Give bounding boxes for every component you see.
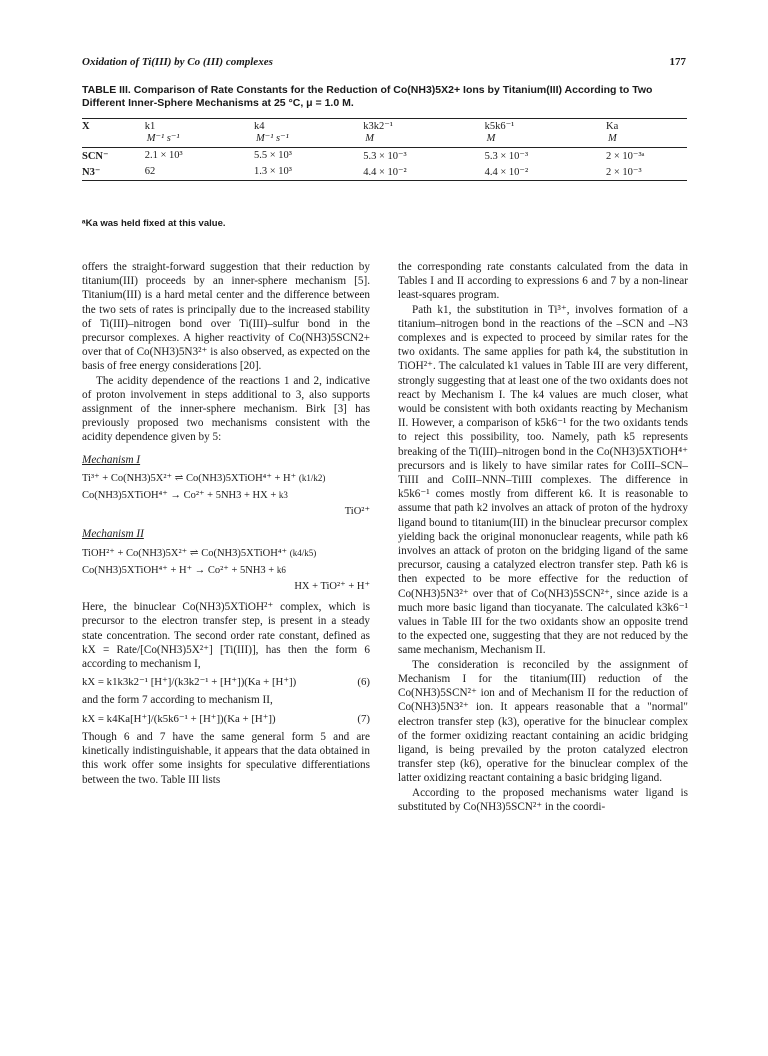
- table-cell: 2.1 × 10³: [144, 150, 183, 161]
- column-header-k4: k4 M⁻¹ s⁻¹: [253, 121, 289, 144]
- table-cell: SCN⁻: [82, 151, 109, 162]
- table-row: [82, 164, 687, 180]
- table-cell: 4.4 × 10⁻²: [363, 167, 407, 178]
- paragraph: The acidity dependence of the reactions 1 and 2, indicative of proton involvement in steps additional to 3, also supports assignment of the inner-sphere mechanism. Birk [3] has previously proposed two mechanisms consistent with the acidity dependence given by 5:: [82, 374, 370, 444]
- equation-6: kX = k1k3k2⁻¹ [H⁺]/(k3k2⁻¹ + [H⁺])(Ka + [H⁺]) (6): [82, 676, 370, 689]
- mechanism-i-equation-2-cont: TiO²⁺: [344, 506, 370, 518]
- mechanism-i-equation-1: Ti³⁺ + Co(NH3)5X²⁺ ⇌ Co(NH3)5XTiOH⁴⁺ + H⁺ (k1/k2): [82, 472, 326, 484]
- paragraph: According to the proposed mechanisms water ligand is substituted by Co(NH3)5SCN²⁺ in the coordi-: [398, 786, 688, 813]
- column-header-x: X: [82, 121, 90, 132]
- paragraph: the corresponding rate constants calculated from the data in Tables I and II according to expressions 6 and 7 by a non-linear least-squares program.: [398, 261, 688, 302]
- column-header-ka: Ka M: [606, 121, 619, 144]
- table-cell: 2 × 10⁻³ᵃ: [606, 151, 645, 162]
- table-cell: 62: [144, 166, 156, 177]
- rate-label: (k1/k2): [298, 472, 326, 483]
- paragraph: Path k1, the substitution in Ti³⁺, involves formation of a titanium–nitrogen bond in the reactions of the –SCN and –N3 complexes and is expected to proceed by similar rates for the two oxidants. The same applies for path k4, the substitution in TiOH²⁺. The calculated k1 values in Table III are very different, strongly suggesting that at least one of the two oxidants does not react by Mechanism I. The k4 values are much closer, what would be consistent with both oxidants reacting by Mechanism II. However, a comparison of k5k6⁻¹ for the two oxidants tends to reject this possibility, too. Namely, path k5 represents breaking of the Ti(III)–nitrogen bond in the Co(NH3)5XTiOH⁴⁺ precursors and is likely to have similar rates for CoIII–SCN–TiIII and CoIII–NNN–TiIII complexes. The difference in k5k6⁻¹ comes mostly from different k6. It is reasonable to assume that path k2 involves an attack of proton of the hydroxy ligand bound to titanium(III) in the binuclear precursor complex yielding back the original mononuclear reagents, while path k6 involves an attack of proton on the bridging ligand of the same precursor, causing a catalyzed electron transfer step. Path k6 is then expected to be more effective for the reduction of Co(NH3)5N3²⁺ over that of Co(NH3)5SCN²⁺, since azide is a much more basic ligand than tiocyanate. The calculated k3k6⁻¹ values in Table III for the two oxidants show an opposite trend to the expected one, suggesting that they are not reduced by the same mechanism, Mechanism II.: [398, 303, 688, 657]
- column-header-k1: k1 M⁻¹ s⁻¹: [144, 121, 180, 144]
- rate-label: k3: [278, 490, 288, 501]
- table-caption: TABLE III. Comparison of Rate Constants for the Reduction of Co(NH3)5X2+ Ions by Titanium(III) According to Two Different Inner-Sphere Mechanisms at 25 °C, μ = 1.0 M.: [82, 84, 653, 109]
- left-column: [82, 260, 370, 787]
- right-column: [398, 260, 688, 814]
- table-cell: 1.3 × 10³: [253, 166, 292, 177]
- table-cell: 2 × 10⁻³: [606, 167, 642, 178]
- table-header-row: [82, 119, 687, 147]
- rate-label: (k4/k5): [289, 547, 317, 558]
- paragraph: Here, the binuclear Co(NH3)5XTiOH²⁺ complex, which is precursor to the electron transfer step, is present in a steady state concentration. The second order rate constant, defined as kX = Rate/[Co(NH3)5X²⁺] [Ti(III)], has then the form 6 according to mechanism I,: [82, 601, 370, 671]
- column-header-k5k6: k5k6⁻¹ M: [484, 121, 515, 144]
- column-header-k3k2: k3k2⁻¹ M: [363, 121, 393, 144]
- table-bottom-rule: [82, 180, 687, 181]
- running-title: Oxidation of Ti(III) by Co (III) complexes: [82, 56, 273, 68]
- mechanism-ii-equation-2: Co(NH3)5XTiOH⁴⁺ + H⁺ → Co²⁺ + 5NH3 + k6: [82, 564, 286, 576]
- paragraph: The consideration is reconciled by the assignment of Mechanism I for the titanium(III) reduction of the Co(NH3)5SCN²⁺ ion and of Mechanism II for the reduction of Co(NH3)5N3²⁺ ion. It appears reasonable that a "normal" electron transfer step (k3), operative for the binuclear complex of the former oxidizing reactant containing an acidic bridging ligand, is being prevailed by the proton catalyzed electron transfer step (k6), operative for the binuclear complex of the latter oxidizing reactant containing a basic bridging ligand.: [398, 658, 688, 785]
- page-number: 177: [669, 56, 686, 68]
- rate-constant-table: [82, 118, 687, 181]
- mechanism-i-equation-2: Co(NH3)5XTiOH⁴⁺ → Co²⁺ + 5NH3 + HX + k3: [82, 490, 288, 502]
- table-footnote: ᵃKa was held fixed at this value.: [82, 218, 226, 229]
- paragraph: and the form 7 according to mechanism II,: [82, 694, 273, 707]
- mechanism-i-title: Mechanism I: [82, 453, 141, 466]
- rate-label: k6: [276, 564, 286, 575]
- mechanism-ii-equation-2-cont: HX + TiO²⁺ + H⁺: [294, 581, 370, 593]
- mechanism-ii-equation-1: TiOH²⁺ + Co(NH3)5X²⁺ ⇌ Co(NH3)5XTiOH⁴⁺ (k4/k5): [82, 547, 317, 559]
- paragraph: offers the straight-forward suggestion that their reduction by titanium(III) proceeds by an inner-sphere mechanism [5]. Titanium(III) is a hard metal center and the difference between the two sets of rates is principally due to the increased stability of Ti(III)–nitrogen bond over Ti(III)–sulfur bond in the precursor complexes. A higher reactivity of Co(NH3)5SCN2+ over that of Co(NH3)5N3²⁺ is also observed, as expected on the basis of free energy considerations [20].: [82, 261, 370, 373]
- table-cell: 4.4 × 10⁻²: [484, 167, 529, 178]
- table-cell: 5.3 × 10⁻³: [484, 151, 529, 162]
- running-head: [82, 56, 686, 72]
- table-cell: 5.5 × 10³: [253, 150, 292, 161]
- table-body: [82, 119, 687, 147]
- table-row: [82, 148, 687, 164]
- mechanism-ii-title: Mechanism II: [82, 528, 144, 541]
- table-data: [82, 148, 687, 180]
- table-cell: 5.3 × 10⁻³: [363, 151, 407, 162]
- equation-7: kX = k4Ka[H⁺]/(k5k6⁻¹ + [H⁺])(Ka + [H⁺]) (7): [82, 712, 370, 725]
- paragraph: Though 6 and 7 have the same general form 5 and are kinetically indistinguishable, it appears that the data obtained in this work offer some insights for speculative differentiations between the two. Table III lists: [82, 730, 370, 786]
- table-cell: N3⁻: [82, 167, 101, 178]
